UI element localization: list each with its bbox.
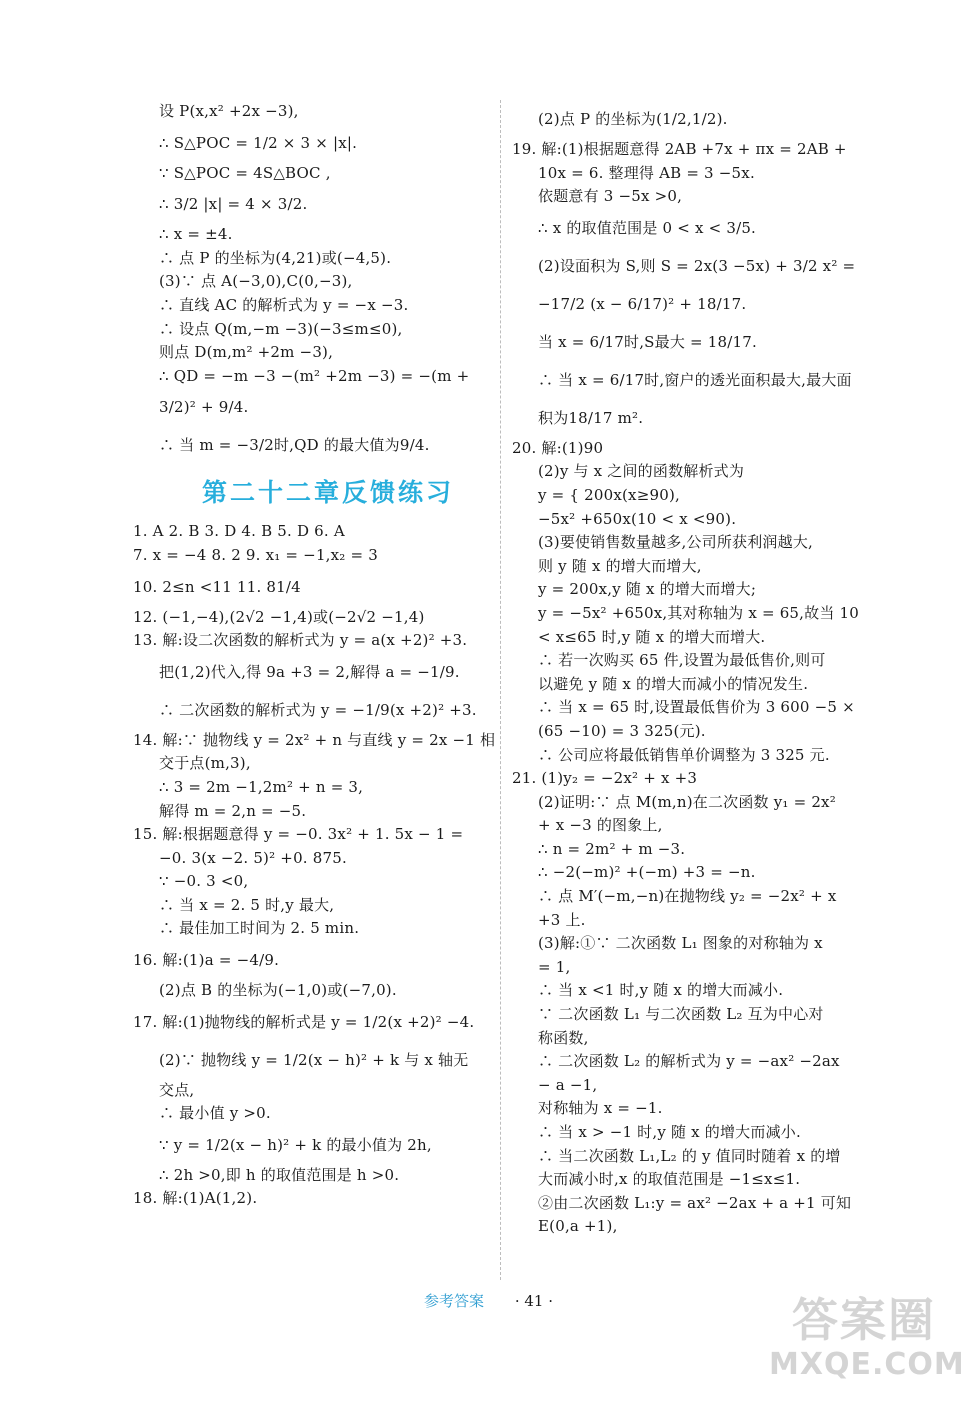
watermark-logo	[769, 1293, 965, 1394]
right-line: ∴ −2(−m)² +(−m) +3 = −n.	[538, 863, 756, 882]
right-column	[512, 100, 872, 1239]
page-number: · 41 ·	[514, 1292, 553, 1310]
chapter-title: 第二十二章反馈练习	[201, 478, 454, 508]
left-line: ∴ 2h >0,即 h 的取值范围是 h >0.	[159, 1165, 400, 1184]
right-line: 积为18/17 m².	[538, 408, 644, 427]
right-line: y = −5x² +650x,其对称轴为 x = 65,故当 10	[538, 603, 860, 622]
right-line: ∴ x 的取值范围是 0 < x < 3/5.	[538, 218, 757, 237]
left-line: (3)∵ 点 A(−3,0),C(0,−3),	[159, 272, 353, 291]
left-line: ∴ QD = −m −3 −(m² +2m −3) = −(m +	[159, 366, 470, 385]
left-line: 交点,	[159, 1080, 195, 1099]
right-line: ∴ 若一次购买 65 件,设置为最低售价,则可	[538, 651, 826, 670]
right-line: −5x² +650x(10 < x <90).	[538, 509, 737, 528]
left-line: 16. 解:(1)a = −4/9.	[133, 951, 280, 970]
watermark-text: 答案圈	[792, 1293, 936, 1347]
right-line: ∴ 点 M′(−m,−n)在抛物线 y₂ = −2x² + x	[538, 887, 837, 906]
left-line: ∴ S△POC = 1/2 × 3 × |x|.	[159, 133, 358, 152]
right-line: 大而减小时,x 的取值范围是 −1≤x≤1.	[538, 1170, 801, 1189]
left-line: 7. x = −4 8. 2 9. x₁ = −1,x₂ = 3	[133, 545, 378, 564]
left-line: ∵ S△POC = 4S△BOC ,	[159, 163, 331, 182]
column-divider	[500, 100, 501, 1280]
right-line: ∴ 当 x <1 时,y 随 x 的增大而减小.	[538, 981, 784, 1000]
right-line: ∴ 当二次函数 L₁,L₂ 的 y 值同时随着 x 的增	[538, 1146, 841, 1165]
right-line: 以避免 y 随 x 的增大而减小的情况发生.	[538, 674, 809, 693]
left-column	[133, 100, 496, 1211]
left-line: 12. (−1,−4),(2√2 −1,4)或(−2√2 −1,4)	[133, 607, 425, 626]
right-line: (3)解:①∵ 二次函数 L₁ 图象的对称轴为 x	[538, 934, 823, 953]
right-line: ∴ 二次函数 L₂ 的解析式为 y = −ax² −2ax	[538, 1052, 840, 1071]
left-line: ∴ 当 m = −3/2时,QD 的最大值为9/4.	[159, 436, 430, 455]
left-line: 解得 m = 2,n = −5.	[159, 801, 307, 820]
left-line: 15. 解:根据题意得 y = −0. 3x² + 1. 5x − 1 =	[133, 825, 464, 844]
left-line: (2)∵ 抛物线 y = 1/2(x − h)² + k 与 x 轴无	[159, 1050, 469, 1069]
right-line: y = { 200x(x≥90),	[538, 485, 680, 504]
right-line: 21. (1)y₂ = −2x² + x +3	[512, 769, 698, 788]
right-line: 19. 解:(1)根据题意得 2AB +7x + πx = 2AB +	[512, 140, 847, 158]
right-line: 对称轴为 x = −1.	[538, 1099, 663, 1118]
footer-label: 参考答案	[424, 1292, 485, 1310]
left-line: 10. 2≤n <11 11. 81/4	[133, 577, 301, 596]
left-line: ∴ 3 = 2m −1,2m² + n = 3,	[159, 777, 364, 796]
left-line: 则点 D(m,m² +2m −3),	[159, 343, 334, 362]
right-line: ②由二次函数 L₁:y = ax² −2ax + a +1 可知	[538, 1193, 852, 1212]
left-line: ∴ 设点 Q(m,−m −3)(−3≤m≤0),	[159, 319, 403, 338]
right-line: (2)证明:∵ 点 M(m,n)在二次函数 y₁ = 2x²	[538, 792, 836, 811]
right-line: ∴ 公司应将最低销售单价调整为 3 325 元.	[538, 745, 830, 764]
right-line: 依题意有 3 −5x >0,	[538, 187, 683, 206]
left-line: 交于点(m,3),	[159, 754, 251, 773]
left-line: 把(1,2)代入,得 9a +3 = 2,解得 a = −1/9.	[159, 662, 460, 681]
right-line: (2)点 P 的坐标为(1/2,1/2).	[538, 110, 728, 128]
left-line: 17. 解:(1)抛物线的解析式是 y = 1/2(x +2)² −4.	[133, 1012, 475, 1031]
left-line: 13. 解:设二次函数的解析式为 y = a(x +2)² +3.	[133, 631, 468, 650]
watermark-url: MXQE.COM	[769, 1347, 965, 1382]
right-line: (3)要使销售数量越多,公司所获利润越大,	[538, 533, 813, 552]
right-line: 当 x = 6/17时,S最大 = 18/17.	[538, 332, 757, 351]
right-line: ∴ 当 x > −1 时,y 随 x 的增大而减小.	[538, 1123, 801, 1141]
left-line: ∴ 二次函数的解析式为 y = −1/9(x +2)² +3.	[159, 700, 477, 719]
right-line: E(0,a +1),	[538, 1217, 618, 1236]
left-line: ∴ x = ±4.	[159, 225, 233, 244]
left-line: (2)点 B 的坐标为(−1,0)或(−7,0).	[159, 981, 397, 1000]
right-line: 称函数,	[538, 1028, 589, 1047]
right-line: ∴ 当 x = 6/17时,窗户的透光面积最大,最大面	[538, 370, 852, 389]
right-line: 10x = 6. 整理得 AB = 3 −5x.	[538, 163, 755, 182]
left-line: ∴ 最小值 y >0.	[159, 1104, 271, 1123]
left-line: 14. 解:∵ 抛物线 y = 2x² + n 与直线 y = 2x −1 相	[133, 730, 496, 749]
left-line: ∴ 当 x = 2. 5 时,y 最大,	[159, 895, 335, 914]
right-line: 20. 解:(1)90	[512, 438, 604, 457]
left-line: ∴ 点 P 的坐标为(4,21)或(−4,5).	[159, 248, 392, 267]
right-line: 则 y 随 x 的增大而增大,	[538, 556, 702, 575]
left-line: ∴ 最佳加工时间为 2. 5 min.	[159, 919, 360, 938]
right-line: − a −1,	[538, 1075, 598, 1094]
right-line: (2)y 与 x 之间的函数解析式为	[538, 462, 745, 481]
right-line: (65 −10) = 3 325(元).	[538, 721, 706, 740]
left-line: 1. A 2. B 3. D 4. B 5. D 6. A	[133, 522, 345, 541]
right-line: +3 上.	[538, 910, 586, 929]
left-line: ∵ y = 1/2(x − h)² + k 的最小值为 2h,	[159, 1135, 432, 1154]
right-line: (2)设面积为 S,则 S = 2x(3 −5x) + 3/2 x² =	[538, 256, 856, 275]
left-line: ∴ 3/2 |x| = 4 × 3/2.	[159, 195, 308, 214]
left-line: 设 P(x,x² +2x −3),	[159, 102, 299, 120]
left-line: ∵ −0. 3 <0,	[159, 872, 249, 891]
right-line: ∴ n = 2m² + m −3.	[538, 839, 686, 858]
right-line: ∴ 当 x = 65 时,设置最低售价为 3 600 −5 ×	[538, 698, 855, 717]
right-line: < x≤65 时,y 随 x 的增大而增大.	[538, 627, 766, 646]
right-line: −17/2 (x − 6/17)² + 18/17.	[538, 294, 747, 313]
right-line: y = 200x,y 随 x 的增大而增大;	[538, 580, 757, 599]
left-line: −0. 3(x −2. 5)² +0. 875.	[159, 848, 347, 867]
right-line: ∵ 二次函数 L₁ 与二次函数 L₂ 互为中心对	[538, 1005, 824, 1024]
left-line: 3/2)² + 9/4.	[159, 398, 249, 417]
right-line: = 1,	[538, 957, 571, 976]
right-line: + x −3 的图象上,	[538, 816, 663, 835]
left-line: 18. 解:(1)A(1,2).	[133, 1189, 258, 1208]
left-line: ∴ 直线 AC 的解析式为 y = −x −3.	[159, 295, 409, 314]
